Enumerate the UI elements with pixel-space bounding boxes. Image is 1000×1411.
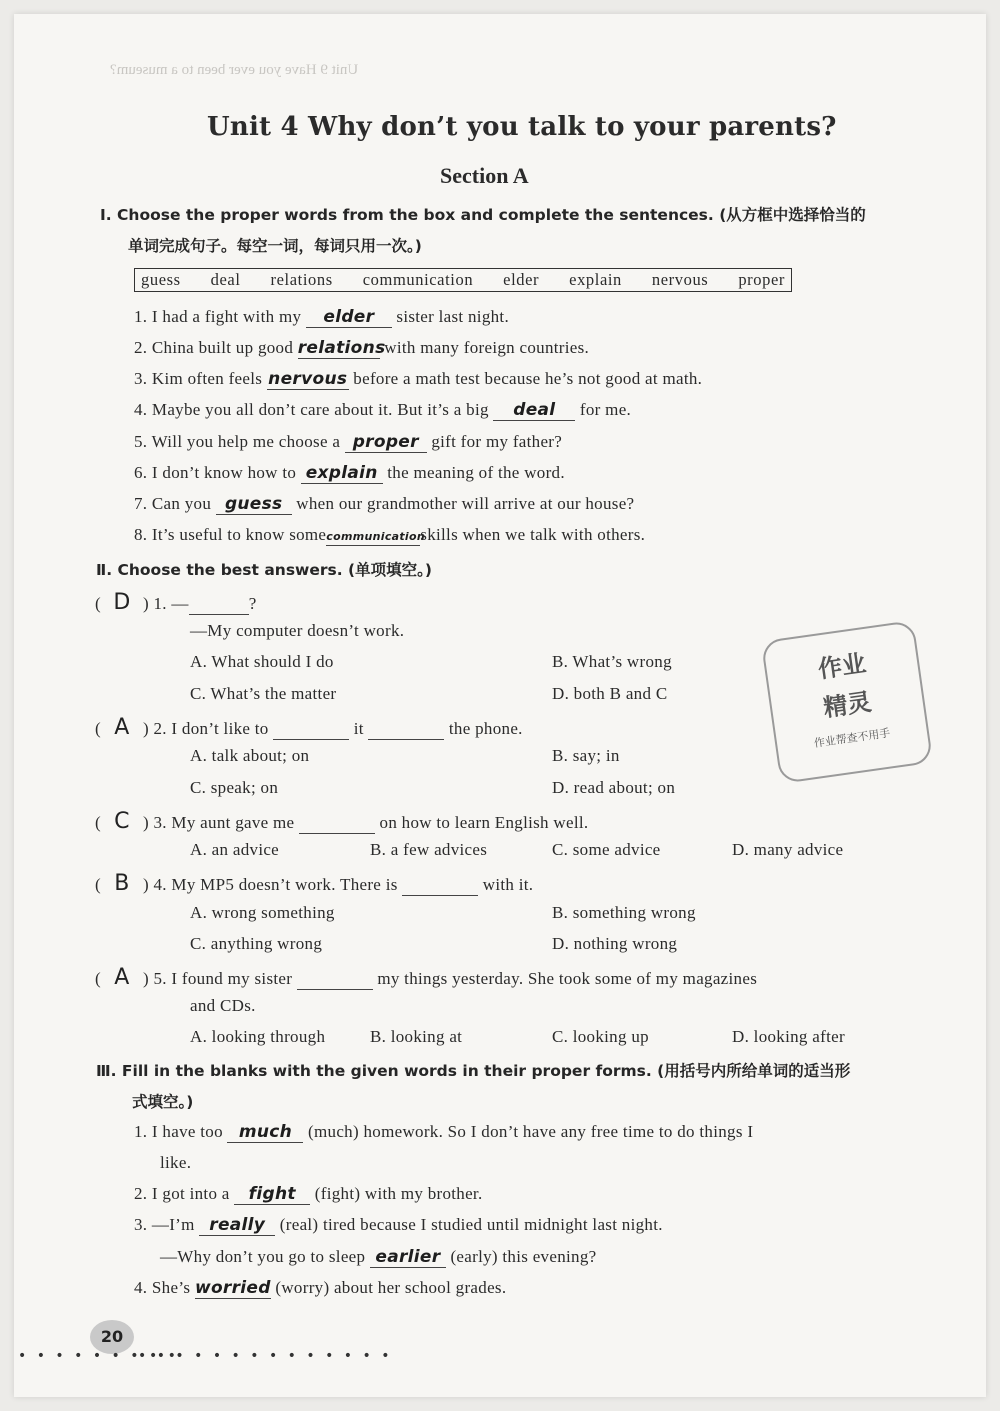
handwritten-choice[interactable]: C	[114, 809, 130, 834]
handwritten-answer[interactable]: much	[238, 1122, 293, 1142]
running-head-ghost: Unit 9 Have you ever been to a museum?	[110, 62, 359, 78]
part3-item: 1. I have too much (much) homework. So I don’t have any free time to do things I	[134, 1122, 754, 1142]
handwritten-answer[interactable]: nervous	[268, 369, 348, 389]
mc-option: D. both B and C	[552, 684, 668, 703]
word-box	[134, 268, 792, 292]
word-box-item: deal	[210, 270, 241, 289]
page-number: 20	[90, 1320, 134, 1354]
mc-option: B. something wrong	[552, 903, 696, 922]
handwritten-answer[interactable]: guess	[224, 494, 283, 514]
part3-item: 3. —I’m really (real) tired because I studied until midnight last night.	[134, 1215, 663, 1235]
footer-dots-right: • • • • • • • • • • • • • •	[138, 1348, 393, 1364]
word-box-item: communication	[362, 270, 474, 289]
mc-option: D. read about; on	[552, 778, 676, 797]
mc-option: B. looking at	[370, 1027, 463, 1046]
mc-option: C. looking up	[552, 1027, 649, 1046]
word-box-item: guess	[141, 270, 181, 289]
mc-question-5-cont: and CDs.	[190, 996, 256, 1015]
unit-title: Unit 4 Why don’t you talk to your parents?	[207, 112, 837, 142]
mc-option: A. wrong something	[190, 903, 335, 922]
handwritten-answer[interactable]: relations	[297, 338, 386, 358]
mc-option: C. What’s the matter	[190, 684, 337, 703]
mc-question-1-reply: —My computer doesn’t work.	[190, 621, 405, 640]
part1-item: 7. Can you guess when our grandmother will arrive at our house?	[134, 494, 635, 514]
handwritten-answer[interactable]: fight	[248, 1184, 296, 1204]
part2-instruction: Ⅱ. Choose the best answers. (单项填空。)	[96, 561, 432, 579]
mc-option: A. looking through	[190, 1027, 326, 1046]
mc-option: A. an advice	[190, 840, 280, 859]
mc-option: B. What’s wrong	[552, 652, 672, 671]
mc-option: B. a few advices	[370, 840, 488, 859]
part1-item: 8. It’s useful to know somecommunicationskills when we talk with others.	[134, 525, 646, 544]
handwritten-answer[interactable]: elder	[323, 307, 375, 327]
part3-item-cont: like.	[160, 1153, 192, 1172]
watermark-stamp: 作业 精灵 作业帮查不用手	[761, 620, 934, 784]
mc-question-4: ( B ) 4. My MP5 doesn’t work. There is with it.	[95, 871, 534, 896]
part3-instruction-cont: 式填空。)	[132, 1093, 194, 1111]
mc-option: D. nothing wrong	[552, 934, 678, 953]
word-box-item: explain	[569, 270, 622, 289]
handwritten-choice[interactable]: A	[114, 965, 130, 990]
handwritten-choice[interactable]: B	[114, 871, 130, 896]
section-heading: Section A	[440, 163, 529, 188]
word-box-item: proper	[738, 270, 785, 289]
part1-instruction: Ⅰ. Choose the proper words from the box and complete the sentences. (从方框中选择恰当的	[100, 206, 866, 224]
mc-question-2: ( A ) 2. I don’t like to it the phone.	[95, 715, 523, 740]
handwritten-answer[interactable]: proper	[352, 432, 419, 452]
handwritten-choice[interactable]: D	[113, 590, 131, 615]
mc-option: C. speak; on	[190, 778, 279, 797]
part3-item: 4. She’s worried (worry) about her school grades.	[134, 1278, 507, 1298]
part3-item-cont: —Why don’t you go to sleep earlier (early) this evening?	[160, 1247, 597, 1267]
handwritten-answer[interactable]: earlier	[375, 1247, 441, 1267]
mc-option: A. What should I do	[190, 652, 334, 671]
handwritten-answer[interactable]: deal	[513, 400, 556, 420]
mc-option: A. talk about; on	[190, 746, 310, 765]
part1-item: 5. Will you help me choose a proper gift for my father?	[134, 432, 563, 452]
part1-item: 1. I had a fight with my elder sister last night.	[134, 307, 509, 327]
footer-dots-left: • • • • • • • • •	[18, 1348, 179, 1364]
mc-question-1: ( D ) 1. — ?	[95, 590, 257, 615]
part1-item: 3. Kim often feels nervous before a math test because he’s not good at math.	[134, 369, 703, 389]
part1-item: 4. Maybe you all don’t care about it. But it’s a big deal for me.	[134, 400, 632, 420]
handwritten-answer[interactable]: worried	[194, 1278, 271, 1298]
part1-item: 2. China built up good relations with many foreign countries.	[134, 338, 590, 358]
handwritten-answer[interactable]: communication	[326, 530, 425, 543]
mc-option: D. many advice	[732, 840, 844, 859]
part1-instruction-cont: 单词完成句子。每空一词，每词只用一次。)	[128, 237, 422, 255]
part3-item: 2. I got into a fight (fight) with my brother.	[134, 1184, 483, 1204]
handwritten-choice[interactable]: A	[114, 715, 130, 740]
mc-question-3: ( C ) 3. My aunt gave me on how to learn English well.	[95, 809, 589, 834]
mc-option: B. say; in	[552, 746, 620, 765]
handwritten-answer[interactable]: really	[209, 1215, 266, 1235]
mc-option: C. anything wrong	[190, 934, 323, 953]
word-box-item: elder	[503, 270, 540, 289]
part3-instruction: Ⅲ. Fill in the blanks with the given words in their proper forms. (用括号内所给单词的适当形	[96, 1062, 851, 1080]
word-box-item: relations	[270, 270, 333, 289]
word-box-item: nervous	[651, 270, 709, 289]
mc-option: C. some advice	[552, 840, 661, 859]
part1-item: 6. I don’t know how to explain the meaning of the word.	[134, 463, 565, 483]
handwritten-answer[interactable]: explain	[305, 463, 378, 483]
mc-option: D. looking after	[732, 1027, 845, 1046]
mc-question-5: ( A ) 5. I found my sister my things yesterday. She took some of my magazines	[95, 965, 758, 990]
